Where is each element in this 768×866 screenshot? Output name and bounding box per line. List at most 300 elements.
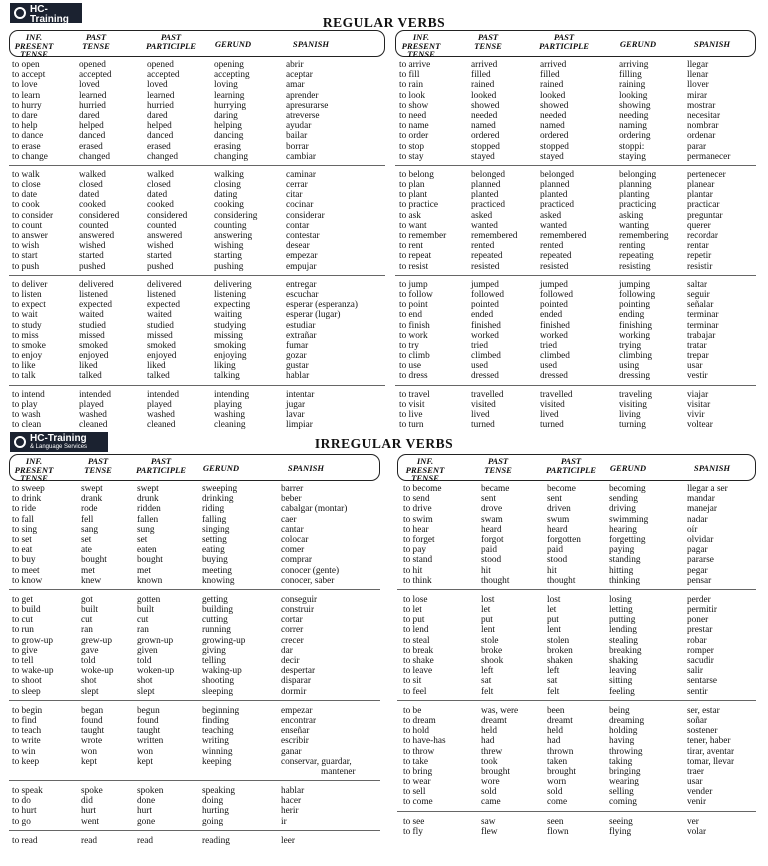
table-cell: to push xyxy=(12,261,40,272)
column-header: PAST PARTICIPLE xyxy=(136,456,186,475)
table-cell: to practice xyxy=(399,200,438,211)
table-row xyxy=(9,70,385,80)
table-cell: helped xyxy=(79,121,104,132)
table-cell: to hurt xyxy=(12,806,37,817)
table-row xyxy=(9,262,385,272)
table-cell: grew-up xyxy=(81,635,112,646)
table-cell: shook xyxy=(481,656,504,666)
table-cell: ridden xyxy=(137,504,161,515)
table-cell: won xyxy=(137,746,154,757)
verb-group xyxy=(9,166,385,276)
table-row xyxy=(395,251,756,261)
verb-group xyxy=(9,831,380,849)
table-cell: answered xyxy=(147,231,183,241)
table-cell: sung xyxy=(137,524,155,535)
table-row xyxy=(395,371,756,381)
table-cell: nombrar xyxy=(687,121,719,132)
table-cell: listened xyxy=(79,289,108,300)
table-row xyxy=(9,321,385,331)
table-cell: to let xyxy=(403,605,422,616)
table-cell: planted xyxy=(471,190,499,201)
table-cell: to drive xyxy=(403,504,432,515)
table-cell: feeling xyxy=(609,686,635,697)
table-row xyxy=(395,60,756,70)
table-cell: to shoot xyxy=(12,676,42,687)
table-cell: enjoyed xyxy=(79,351,109,362)
table-cell: came xyxy=(481,797,501,808)
table-cell: ordering xyxy=(619,131,651,142)
table-cell: travelled xyxy=(540,389,573,400)
table-cell: voltear xyxy=(687,420,713,431)
table-cell: wished xyxy=(147,241,174,252)
table-cell: to try xyxy=(399,340,419,351)
table-cell: forgetting xyxy=(609,534,646,545)
table-cell: practicar xyxy=(687,200,720,211)
table-cell: resistir xyxy=(687,261,713,272)
table-cell: terminar xyxy=(687,310,719,321)
table-cell: climbed xyxy=(471,351,501,362)
table-row xyxy=(9,576,380,586)
table-cell: comer xyxy=(281,545,305,556)
column-header: GERUND xyxy=(619,39,657,49)
table-cell: filled xyxy=(540,70,560,81)
table-cell: limpiar xyxy=(286,420,313,431)
table-row xyxy=(395,290,756,300)
verb-group xyxy=(9,701,380,781)
table-cell: talked xyxy=(79,371,102,382)
table-cell: wanted xyxy=(540,220,567,231)
table-cell: encontrar xyxy=(281,715,317,726)
table-cell: ran xyxy=(81,625,93,636)
table-cell: walked xyxy=(79,169,106,180)
table-cell: stood xyxy=(481,555,502,566)
column-header: PAST TENSE xyxy=(84,456,112,475)
column-header: INF. PRESENT TENSE xyxy=(14,456,54,483)
table-cell: read xyxy=(137,835,153,846)
table-cell: setting xyxy=(202,534,227,545)
table-cell: rented xyxy=(540,241,564,252)
table-cell: to swim xyxy=(403,514,433,525)
table-row xyxy=(9,566,380,576)
table-cell: recordar xyxy=(687,231,718,241)
column-header: SPANISH xyxy=(292,39,330,49)
table-row xyxy=(397,757,756,767)
table-cell: turning xyxy=(619,420,646,431)
table-cell: to close xyxy=(12,180,41,191)
table-row xyxy=(397,625,756,635)
table-cell: pushed xyxy=(79,261,106,272)
table-cell: showed xyxy=(540,100,569,111)
verb-group xyxy=(395,166,756,276)
table-cell: driving xyxy=(609,504,636,515)
table-cell: taught xyxy=(137,726,161,737)
table-cell: sostener xyxy=(687,726,718,737)
table-cell: hit xyxy=(547,565,557,576)
table-cell: ordenar xyxy=(687,131,716,142)
table-cell: pushing xyxy=(214,261,244,272)
table-cell: manejar xyxy=(687,504,717,515)
table-cell: caminar xyxy=(286,169,316,180)
table-cell: bought xyxy=(137,555,163,566)
table-cell: giving xyxy=(202,645,226,656)
table-cell: expecting xyxy=(214,300,251,311)
table-cell: to remember xyxy=(399,231,447,241)
table-cell: cut xyxy=(137,615,149,626)
table-row xyxy=(397,726,756,736)
irregular-verbs-left-table xyxy=(9,454,380,849)
table-cell: to hear xyxy=(403,524,429,535)
table-cell: visited xyxy=(540,399,565,410)
verb-group xyxy=(397,481,756,590)
table-row xyxy=(395,241,756,251)
table-cell: empezar xyxy=(281,705,313,716)
table-cell: slept xyxy=(137,686,155,697)
table-cell: wrote xyxy=(81,736,103,747)
table-row xyxy=(9,341,385,351)
column-header: SPANISH xyxy=(287,463,325,473)
table-cell: reading xyxy=(202,835,230,846)
table-cell: to do xyxy=(12,796,31,807)
table-cell: to talk xyxy=(12,371,36,382)
table-cell: preguntar xyxy=(687,210,723,221)
table-cell: trying xyxy=(619,340,642,351)
table-row xyxy=(397,545,756,555)
table-cell: gozar xyxy=(286,351,307,362)
table-row xyxy=(397,797,756,807)
table-cell: to dare xyxy=(12,110,38,121)
table-cell: to like xyxy=(12,361,36,372)
table-cell: jumped xyxy=(471,279,499,290)
table-row xyxy=(9,371,385,381)
column-header: GERUND xyxy=(609,463,647,473)
table-cell: liked xyxy=(147,361,166,372)
table-cell: salir xyxy=(687,666,704,677)
table-cell: sacudir xyxy=(687,656,714,666)
table-cell: arriving xyxy=(619,60,649,70)
table-cell: needing xyxy=(619,110,649,121)
table-cell: dated xyxy=(79,190,100,201)
table-cell: erased xyxy=(79,141,103,152)
table-cell: told xyxy=(137,656,152,666)
table-cell: jumped xyxy=(540,279,568,290)
table-cell: fell xyxy=(81,514,94,525)
table-cell: to consider xyxy=(12,210,54,221)
table-cell: cooked xyxy=(147,200,174,211)
table-cell: held xyxy=(547,726,564,737)
table-cell: to wash xyxy=(12,410,41,420)
table-row xyxy=(397,747,756,757)
table-cell: shot xyxy=(137,676,153,687)
table-cell: changed xyxy=(147,151,178,162)
table-cell: staying xyxy=(619,151,646,162)
table-cell: worked xyxy=(471,330,499,341)
table-row xyxy=(395,221,756,231)
table-cell: to grow-up xyxy=(12,635,54,646)
table-cell: considered xyxy=(79,210,120,221)
table-cell: getting xyxy=(202,594,228,605)
table-cell: viajar xyxy=(687,389,709,400)
column-header: GERUND xyxy=(214,39,252,49)
table-cell: hurt xyxy=(137,806,152,817)
table-cell: won xyxy=(81,746,98,757)
table-cell: traveling xyxy=(619,389,653,400)
table-cell: read xyxy=(81,835,97,846)
table-cell: to read xyxy=(12,835,38,846)
table-cell: forgotten xyxy=(547,534,581,545)
table-cell: sitting xyxy=(609,676,633,687)
table-cell: vivir xyxy=(687,410,705,420)
table-cell: rode xyxy=(81,504,98,515)
table-row xyxy=(9,757,380,767)
table-cell: enseñar xyxy=(281,726,310,737)
verb-group xyxy=(9,781,380,831)
column-header: SPANISH xyxy=(693,463,731,473)
table-cell: lavar xyxy=(286,410,305,420)
table-cell: repetir xyxy=(687,251,712,262)
column-header: INF. PRESENT TENSE xyxy=(14,32,54,59)
table-cell: aceptar xyxy=(286,70,313,81)
table-cell: answered xyxy=(79,231,115,241)
table-row xyxy=(9,142,385,152)
table-cell: esperar (lugar) xyxy=(286,310,341,321)
table-cell: selling xyxy=(609,787,634,798)
table-cell: missed xyxy=(79,330,105,341)
table-cell: to fly xyxy=(403,826,423,837)
table-cell: put xyxy=(547,615,559,626)
table-cell: stopped xyxy=(540,141,569,152)
table-cell: sleeping xyxy=(202,686,233,697)
table-cell: daring xyxy=(214,110,238,121)
table-cell: planned xyxy=(540,180,570,191)
table-cell: to throw xyxy=(403,746,435,757)
table-cell: llegar xyxy=(687,60,709,70)
table-cell: letting xyxy=(609,605,633,616)
table-cell: to wish xyxy=(12,241,40,252)
table-cell: saw xyxy=(481,816,496,827)
table-cell: to dress xyxy=(399,371,428,382)
table-cell: stealing xyxy=(609,635,638,646)
table-cell: conocer, saber xyxy=(281,575,335,586)
table-cell: started xyxy=(79,251,104,262)
table-cell: tener, haber xyxy=(687,736,731,747)
table-cell: pertenecer xyxy=(687,169,726,180)
table-row xyxy=(9,806,380,816)
table-row xyxy=(9,121,385,131)
table-cell: known xyxy=(137,575,163,586)
table-cell: repeated xyxy=(540,251,572,262)
table-cell: threw xyxy=(481,746,503,757)
table-cell: running xyxy=(202,625,231,636)
table-cell: cleaned xyxy=(79,420,108,431)
table-cell: planted xyxy=(540,190,568,201)
table-cell: construir xyxy=(281,605,315,616)
table-row xyxy=(9,91,385,101)
verb-group xyxy=(9,276,385,386)
table-cell: asked xyxy=(471,210,493,221)
table-cell: cut xyxy=(81,615,93,626)
table-cell: used xyxy=(471,361,489,372)
table-cell: tirar, aventar xyxy=(687,746,735,757)
table-cell: decir xyxy=(281,656,300,666)
table-cell: to deliver xyxy=(12,279,48,290)
table-row xyxy=(9,636,380,646)
table-cell: ran xyxy=(137,625,149,636)
table-row xyxy=(397,576,756,586)
table-cell: citar xyxy=(286,190,303,201)
table-cell: to write xyxy=(12,736,41,747)
table-cell: wearing xyxy=(609,777,639,788)
table-cell: to date xyxy=(12,190,38,201)
table-row xyxy=(395,410,756,420)
table-cell: to resist xyxy=(399,261,429,272)
table-row xyxy=(9,555,380,565)
table-cell: flown xyxy=(547,826,569,837)
verb-group xyxy=(9,590,380,701)
table-cell: to wake-up xyxy=(12,666,54,677)
table-row xyxy=(395,321,756,331)
table-cell: flying xyxy=(609,826,632,837)
table-cell: broke xyxy=(481,645,503,656)
table-cell: escuchar xyxy=(286,289,319,300)
table-cell: needed xyxy=(471,110,498,121)
table-cell: repeated xyxy=(471,251,503,262)
table-cell: broken xyxy=(547,645,573,656)
table-cell: to hit xyxy=(403,565,423,576)
table-cell: to accept xyxy=(12,70,46,81)
table-cell: to work xyxy=(399,330,428,341)
table-cell: thrown xyxy=(547,746,574,757)
table-row xyxy=(9,687,380,697)
table-cell: woke-up xyxy=(81,666,114,677)
table-cell: taught xyxy=(81,726,105,737)
table-cell: to become xyxy=(403,484,442,494)
table-cell: let xyxy=(481,605,491,616)
table-cell: conservar, guardar, xyxy=(281,756,352,767)
table-row xyxy=(9,420,385,430)
table-row xyxy=(395,91,756,101)
table-cell: to stand xyxy=(403,555,433,566)
table-cell: estudiar xyxy=(286,320,316,331)
table-row xyxy=(397,636,756,646)
table-cell: to sweep xyxy=(12,484,45,494)
table-cell: empujar xyxy=(286,261,317,272)
table-cell: to fill xyxy=(399,70,420,81)
table-cell: rentar xyxy=(687,241,709,252)
table-row xyxy=(395,390,756,400)
table-cell: to start xyxy=(12,251,38,262)
table-cell: ended xyxy=(540,310,563,321)
table-cell: drove xyxy=(481,504,503,515)
table-cell: opened xyxy=(79,60,106,70)
table-row xyxy=(397,767,756,777)
table-cell: abrir xyxy=(286,60,304,70)
table-cell: to clean xyxy=(12,420,42,431)
table-cell: finished xyxy=(471,320,501,331)
table-cell: holding xyxy=(609,726,638,737)
table-row xyxy=(397,817,756,827)
table-cell: grown-up xyxy=(137,635,174,646)
table-cell: to study xyxy=(12,320,42,331)
table-cell: to lose xyxy=(403,594,428,605)
verb-group xyxy=(397,701,756,812)
table-cell: ordered xyxy=(471,131,500,142)
table-cell: fumar xyxy=(286,340,309,351)
table-cell: escribir xyxy=(281,736,309,747)
table-cell: paid xyxy=(547,545,564,556)
table-row xyxy=(9,747,380,757)
table-cell: dressing xyxy=(619,371,650,382)
table-row xyxy=(397,515,756,525)
table-cell: stayed xyxy=(471,151,495,162)
table-cell: pointed xyxy=(471,300,499,311)
table-cell: smoked xyxy=(79,340,108,351)
table-row xyxy=(9,231,385,241)
table-cell: drunk xyxy=(137,494,159,505)
table-row xyxy=(397,827,756,837)
table-cell: flew xyxy=(481,826,498,837)
table-cell: contestar xyxy=(286,231,320,241)
table-cell: necesitar xyxy=(687,110,721,121)
table-cell: accepting xyxy=(214,70,250,81)
table-cell: heard xyxy=(481,524,502,535)
table-cell: loving xyxy=(214,80,238,91)
table-row xyxy=(9,767,380,777)
table-cell: stoppi: xyxy=(619,141,645,152)
verb-group xyxy=(395,276,756,386)
table-cell: falling xyxy=(202,514,227,525)
table-cell: conseguir xyxy=(281,594,318,605)
table-cell: llegar a ser xyxy=(687,484,728,494)
table-cell: jugar xyxy=(286,399,306,410)
column-header: INF. PRESENT TENSE xyxy=(405,456,445,483)
table-cell: talking xyxy=(214,371,240,382)
table-row xyxy=(395,200,756,210)
table-row xyxy=(9,310,385,320)
table-cell: took xyxy=(481,756,498,767)
table-cell: sold xyxy=(547,787,563,798)
table-cell: gone xyxy=(137,816,156,827)
table-row xyxy=(9,515,380,525)
table-cell: waking-up xyxy=(202,666,242,677)
table-cell: cortar xyxy=(281,615,303,626)
table-cell: to wear xyxy=(403,777,431,788)
table-cell: forgot xyxy=(481,534,504,545)
table-cell: to pay xyxy=(403,545,426,556)
table-cell: arrived xyxy=(540,60,567,70)
table-row xyxy=(9,676,380,686)
table-row xyxy=(9,817,380,827)
table-cell: venir xyxy=(687,797,707,808)
table-cell: buying xyxy=(202,555,228,566)
regular-verbs-right-table xyxy=(395,30,756,433)
table-cell: crecer xyxy=(281,635,304,646)
table-cell: planned xyxy=(471,180,501,191)
table-cell: to get xyxy=(12,594,33,605)
table-cell: swam xyxy=(481,514,503,525)
table-cell: jumping xyxy=(619,279,650,290)
table-cell: left xyxy=(481,666,494,677)
table-cell: played xyxy=(79,399,104,410)
table-cell: lent xyxy=(547,625,561,636)
table-cell: cleaning xyxy=(214,420,246,431)
table-row xyxy=(9,615,380,625)
table-cell: to keep xyxy=(12,756,40,767)
table-row xyxy=(9,101,385,111)
table-cell: desear xyxy=(286,241,310,252)
table-cell: to run xyxy=(12,625,34,636)
table-cell: to be xyxy=(403,705,422,716)
table-cell: to turn xyxy=(399,420,424,431)
